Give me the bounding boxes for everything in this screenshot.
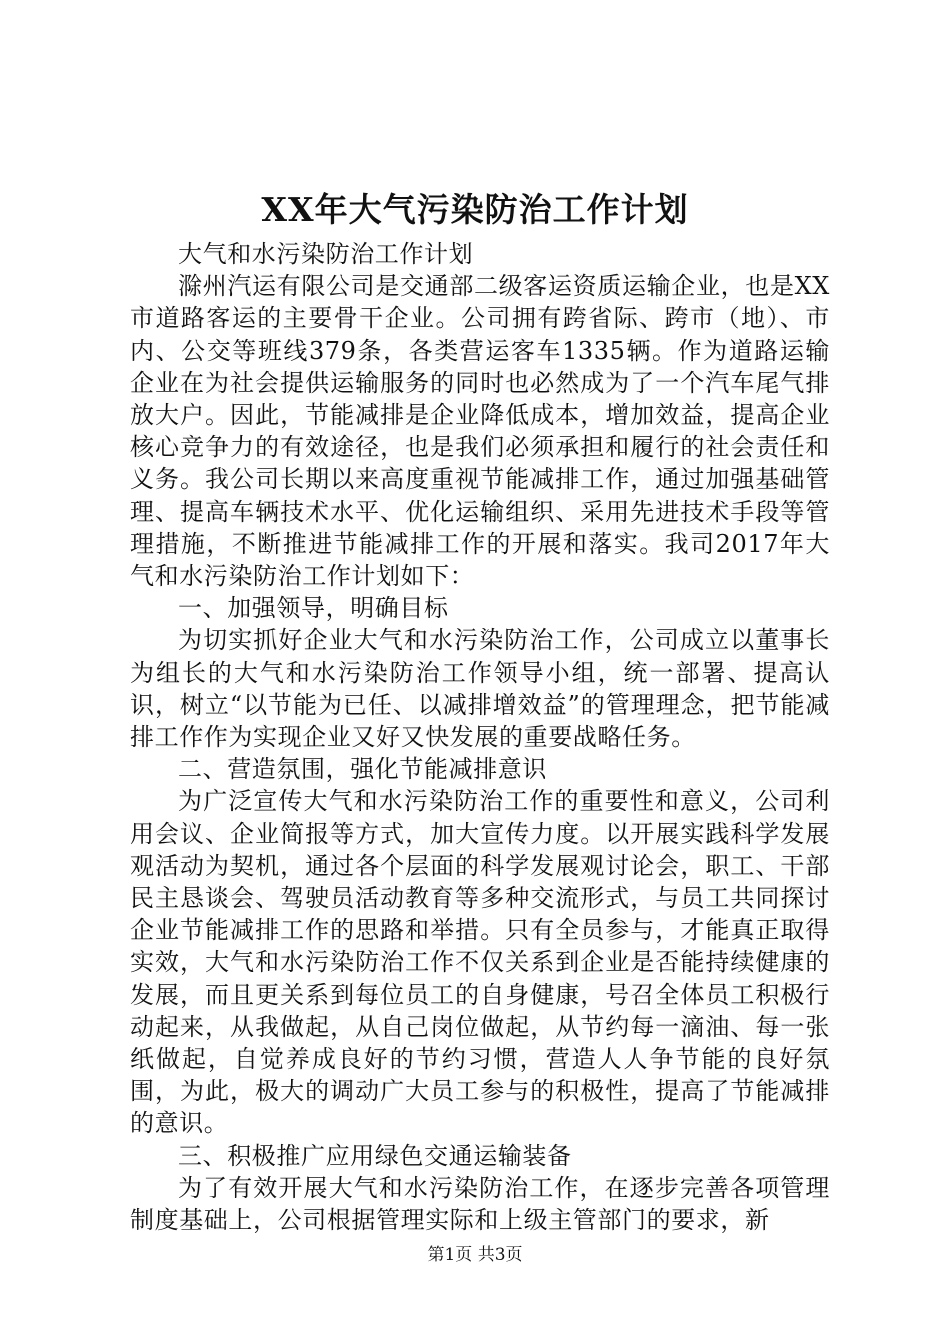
intro-paragraph: 滁州汽运有限公司是交通部二级客运资质运输企业，也是XX市道路客运的主要骨干企业。公司拥有跨省际、跨市（地）、市内、公交等班线379条，各类营运客车1335辆。作为道路运输企业在为社会提供运输服务的同时也必然成为了一个汽车尾气排放大户。因此，节能减排是企业降低成本，增加效益，提高企业核心竞争力的有效途径，也是我们必须承担和履行的社会责任和义务。我公司长期以来高度重视节能减排工作，通过加强基础管理、提高车辆技术水平、优化运输组织、采用先进技术手段等管理措施，不断推进节能减排工作的开展和落实。我司2017年大气和水污染防治工作计划如下： — [130, 272, 830, 591]
document-body — [130, 238, 830, 1236]
page-footer: 第1页 共3页 — [427, 1245, 523, 1265]
section-paragraph-1: 为切实抓好企业大气和水污染防治工作，公司成立以董事长为组长的大气和水污染防治工作领导小组，统一部署、提高认识，树立“以节能为已任、以减排增效益”的管理理念，把节能减排工作作为实现企业又好又快发展的重要战略任务。 — [130, 626, 830, 752]
section-paragraph-2: 为广泛宣传大气和水污染防治工作的重要性和意义，公司利用会议、企业简报等方式，加大宣传力度。以开展实践科学发展观活动为契机，通过各个层面的科学发展观讨论会，职工、干部民主恳谈会、驾驶员活动教育等多种交流形式，与员工共同探讨企业节能减排工作的思路和举措。只有全员参与，才能真正取得实效，大气和水污染防治工作不仅关系到企业是否能持续健康的发展，而且更关系到每位员工的自身健康，号召全体员工积极行动起来，从我做起，从自己岗位做起，从节约每一滴油、每一张纸做起，自觉养成良好的节约习惯，营造人人争节能的良好氛围，为此，极大的调动广大员工参与的积极性，提高了节能减排的意识。 — [130, 787, 830, 1138]
section-heading-1: 一、加强领导，明确目标 — [178, 594, 449, 623]
section-paragraph-3: 为了有效开展大气和水污染防治工作，在逐步完善各项管理制度基础上，公司根据管理实际和上级主管部门的要求，新 — [130, 1173, 830, 1235]
subtitle-paragraph: 大气和水污染防治工作计划 — [178, 240, 474, 268]
document-title: XX年大气污染防治工作计划 — [261, 190, 689, 229]
section-heading-2: 二、营造氛围，强化节能减排意识 — [178, 755, 547, 784]
section-heading-3: 三、积极推广应用绿色交通运输装备 — [178, 1141, 572, 1170]
